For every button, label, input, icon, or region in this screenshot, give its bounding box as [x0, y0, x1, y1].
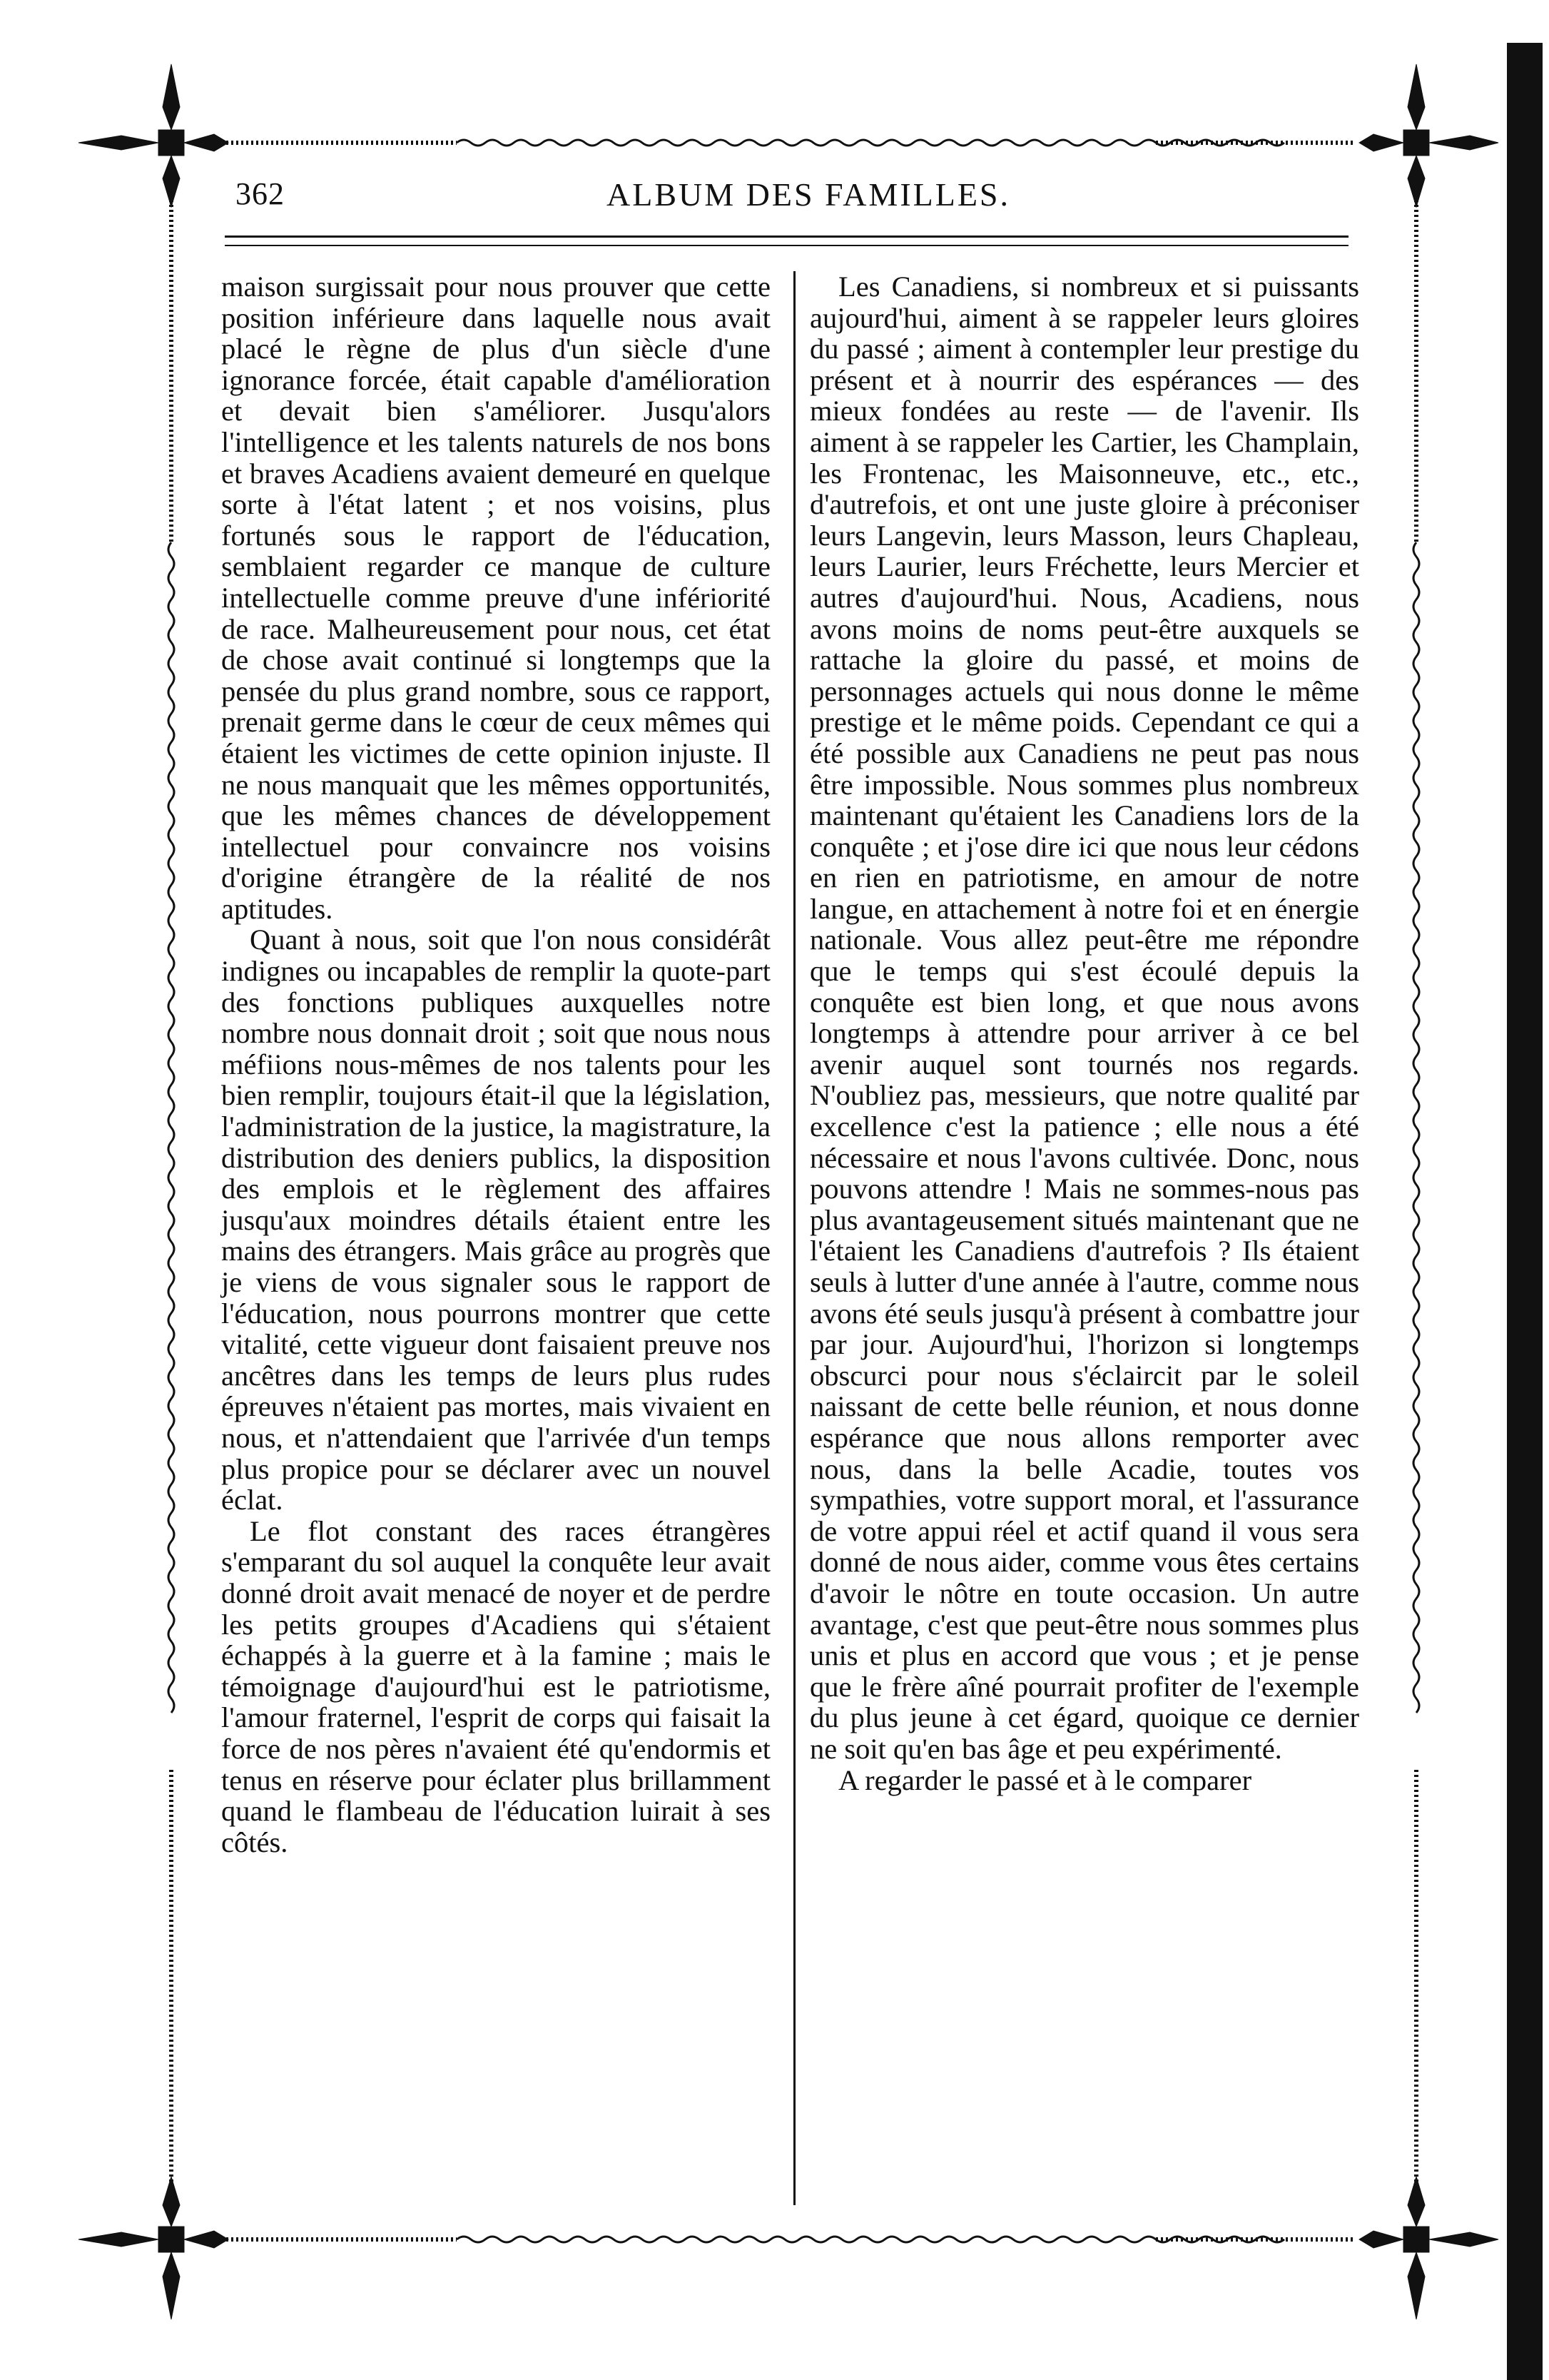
header-rule	[225, 236, 1349, 238]
running-title: ALBUM DES FAMILLES.	[606, 176, 1011, 213]
paragraph: maison surgissait pour nous prouver que cette position inférieure dans laquelle nous avait placé le règne de plus d'un siècle d'une ignorance forcée, était capable d'amélioration et devait bien s'améliorer. Jusqu'alors l'intelligence et les talents naturels de nos bons et braves Acadiens avaient demeuré en quelque sorte à l'état latent ; et nos voisins, plus fortunés sous le rapport de l'éducation, semblaient regarder ce manque de culture intellectuelle comme preuve d'une infériorité de race. Malheureusement pour nous, cet état de chose avait continué si longtemps que la pensée du plus grand nombre, sous ce rapport, prenait germe dans le cœur de ceux mêmes qui étaient les victimes de cette opinion injuste. Il ne nous manquait que les mêmes opportunités, que les mêmes chances de développement intellectuel pour convaincre nos voisins d'origine étrangère de la réalité de nos aptitudes.	[221, 270, 771, 925]
paragraph: Les Canadiens, si nombreux et si puissants aujourd'hui, aiment à se rappeler leurs gloires du passé ; aiment à contempler leur prestige du présent et à nourrir des espérances — des mieux fondées au reste — de l'avenir. Ils aiment à se rappeler les Cartier, les Champlain, les Frontenac, les Maisonneuve, etc., etc., d'autrefois, et ont une juste gloire à préconiser leurs Langevin, leurs Masson, leurs Chapleau, leurs Laurier, leurs Fréchette, leurs Mercier et autres d'aujourd'hui. Nous, Acadiens, nous avons moins de noms peut-être auxquels se rattache la gloire du passé, et moins de personnages actuels qui nous donne le même prestige et le même poids. Cependant ce qui a été possible aux Canadiens ne peut pas nous être impossible. Nous sommes plus nombreux maintenant qu'étaient les Canadiens lors de la conquête ; et j'ose dire ici que nous leur cédons en rien en patriotisme, en amour de notre langue, en attachement à notre foi et en énergie nationale. Vous allez peut-être me répondre que le temps qui s'est écoulé depuis la conquête est bien long, et que nous avons longtemps à attendre pour arriver à ce bel avenir auquel sont tournés nos regards. N'oubliez pas, messieurs, que notre qualité par excellence c'est la patience ; elle nous a été nécessaire et nous l'avons cultivée. Donc, nous pouvons attendre ! Mais ne sommes-nous pas plus avantageusement situés maintenant que ne l'étaient les Canadiens d'autrefois ? Ils étaient seuls à lutter d'une année à l'autre, comme nous avons été seuls jusqu'à présent à combattre jour par jour. Aujourd'hui, l'horizon si longtemps obscurci pour nous s'éclaircit par le soleil naissant de cette belle réunion, et nous donne espérance que nous allons remporter avec nous, dans la belle Acadie, toutes vos sympathies, votre support moral, et l'assurance de votre appui réel et actif quand il vous sera donné de nous aider, comme vous êtes certains d'avoir le nôtre en toute occasion. Un autre avantage, c'est que peut-être nous sommes plus unis et plus en accord que vous ; et je pense que le frère aîné pourrait profiter de l'exemple du plus jeune à cet égard, quoique ce dernier ne soit qu'en bas âge et peu expérimenté.	[810, 270, 1359, 1765]
running-header	[235, 176, 1349, 226]
left-column	[221, 271, 771, 1858]
header-rule-secondary	[225, 245, 1349, 246]
paragraph: Le flot constant des races étrangères s'emparant du sol auquel la conquête leur avait donné droit avait menacé de noyer et de perdre les petits groupes d'Acadiens qui s'étaient échappés à la guerre et à la famine ; mais le témoignage d'aujourd'hui est le patriotisme, l'amour fraternel, l'esprit de corps qui faisait la force de nos pères n'avaient été qu'endormis et tenus en réserve pour éclater plus brillamment quand le flambeau de l'éducation luirait à ses côtés.	[221, 1514, 771, 1858]
column-divider	[793, 271, 796, 2205]
paragraph: A regarder le passé et à le comparer	[838, 1763, 1252, 1796]
page-number: 362	[235, 176, 285, 211]
paragraph: Quant à nous, soit que l'on nous considérât indignes ou incapables de remplir la quote-part des fonctions publiques auxquelles notre nombre nous donnait droit ; soit que nous nous méfiions nous-mêmes de nos talents pour les bien remplir, toujours était-il que la législation, l'administration de la justice, la magistrature, la distribution des deniers publics, la disposition des emplois et le règlement des affaires jusqu'aux moindres détails étaient entre les mains des étrangers. Mais grâce au progrès que je viens de vous signaler sous le rapport de l'éducation, nous pourrons montrer que cette vitalité, cette vigueur dont faisaient preuve nos ancêtres dans les temps de leurs plus rudes épreuves n'étaient pas mortes, mais vivaient en nous, et n'attendaient que l'arrivée d'un temps plus propice pour se déclarer avec un nouvel éclat.	[221, 923, 771, 1516]
right-column	[810, 271, 1359, 1796]
